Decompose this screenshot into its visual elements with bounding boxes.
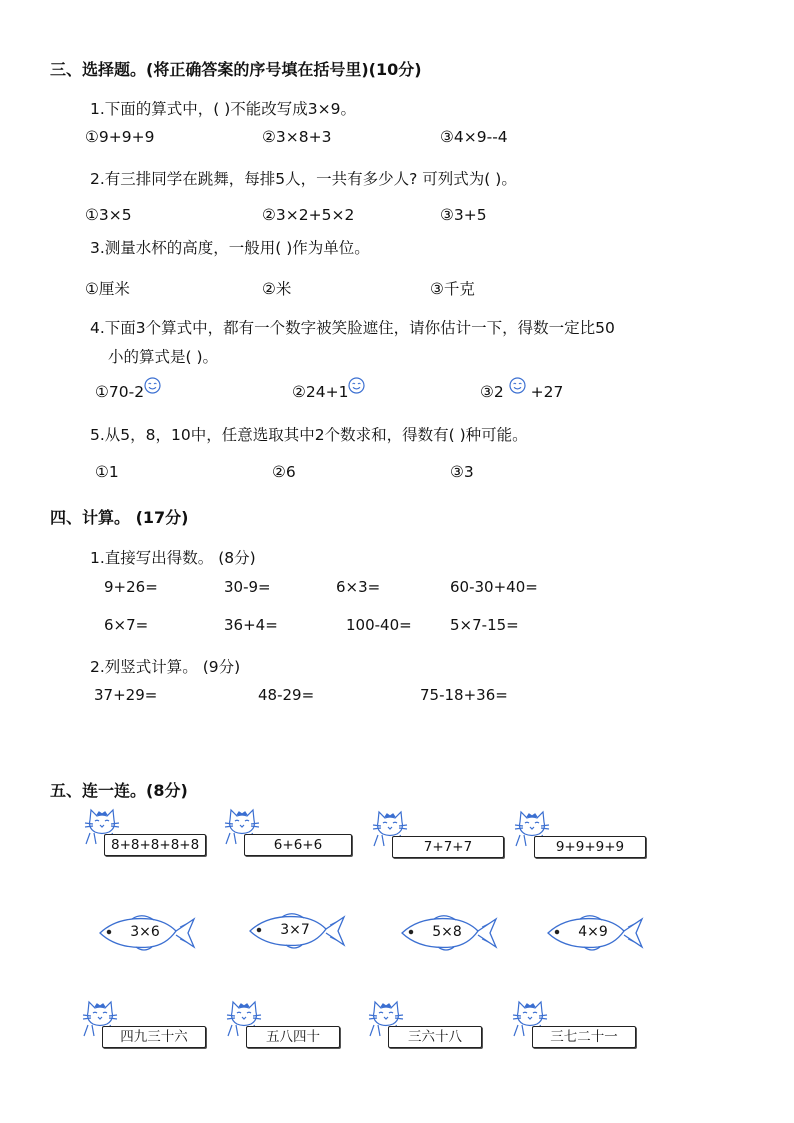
fish-card-4[interactable] [544,913,644,953]
smiley-face-icon [144,377,161,394]
q3-option-3[interactable]: ③千克 [430,280,475,298]
calc-item: 30-9= [224,578,271,596]
calc-item: 6×3= [336,578,381,596]
question-2-text: 2.有三排同学在跳舞，每排5人，一共有多少人? 可列式为( )。 [90,170,517,188]
calc-item: 60-30+40= [450,578,538,596]
top-card-3[interactable] [370,808,500,860]
q1-option-2[interactable]: ②3×8+3 [262,128,332,146]
top-card-2[interactable] [222,806,352,858]
top-card-1[interactable] [82,806,212,858]
q3-option-1[interactable]: ①厘米 [85,280,130,298]
smiley-face-icon [509,377,526,394]
smiley-face-icon [348,377,365,394]
vertical-calc-item: 75-18+36= [420,686,508,704]
section-4-title: 四、计算。 (17分) [50,508,189,527]
vertical-calc-item: 37+29= [94,686,158,704]
card-expression: 6+6+6 [244,834,352,856]
fish-expression: 5×8 [432,924,462,940]
q2-option-3[interactable]: ③3+5 [440,206,487,224]
card-multiplication-rhyme: 三七二十一 [532,1026,636,1048]
card-multiplication-rhyme: 三六十八 [388,1026,482,1048]
section-5-title: 五、连一连。(8分) [50,781,188,800]
fish-expression: 3×7 [280,922,310,938]
question-5-text: 5.从5，8，10中，任意选取其中2个数求和，得数有( )种可能。 [90,426,528,444]
vertical-calc-item: 48-29= [258,686,315,704]
bottom-card-3[interactable] [366,998,496,1050]
fish-expression: 4×9 [578,924,608,940]
fish-card-1[interactable] [96,913,196,953]
fish-expression: 3×6 [130,924,160,940]
card-multiplication-rhyme: 五八四十 [246,1026,340,1048]
calc-item: 9+26= [104,578,158,596]
bottom-card-1[interactable] [80,998,210,1050]
q5-option-3[interactable]: ③3 [450,463,474,481]
card-expression: 9+9+9+9 [534,836,646,858]
bottom-card-4[interactable] [510,998,640,1050]
question-1-text: 1.下面的算式中，( )不能改写成3×9。 [90,100,357,118]
direct-calc-title: 1.直接写出得数。 (8分) [90,549,256,567]
q1-option-3[interactable]: ③4×9--4 [440,128,508,146]
q4-option-3[interactable]: ③2 +27 [480,383,563,401]
calc-item: 6×7= [104,616,149,634]
calc-item: 5×7-15= [450,616,519,634]
question-4-text-line2: 小的算式是( )。 [108,348,219,366]
q1-option-1[interactable]: ①9+9+9 [85,128,155,146]
q2-option-2[interactable]: ②3×2+5×2 [262,206,355,224]
question-3-text: 3.测量水杯的高度，一般用( )作为单位。 [90,239,370,257]
q3-option-2[interactable]: ②米 [262,280,292,298]
fish-card-3[interactable] [398,913,498,953]
q4-option-1[interactable]: ①70-2 [95,383,161,401]
vertical-calc-title: 2.列竖式计算。 (9分) [90,658,241,676]
q2-option-1[interactable]: ①3×5 [85,206,132,224]
calc-item: 100-40= [346,616,412,634]
q5-option-2[interactable]: ②6 [272,463,296,481]
q4-option-2[interactable]: ②24+1 [292,383,365,401]
card-multiplication-rhyme: 四九三十六 [102,1026,206,1048]
q5-option-1[interactable]: ①1 [95,463,119,481]
bottom-card-2[interactable] [224,998,354,1050]
card-expression: 7+7+7 [392,836,504,858]
fish-card-2[interactable] [246,911,346,951]
calc-item: 36+4= [224,616,278,634]
section-3-title: 三、选择题。(将正确答案的序号填在括号里)(10分) [50,60,422,79]
card-expression: 8+8+8+8+8 [104,834,206,856]
question-4-text: 4.下面3个算式中，都有一个数字被笑脸遮住，请你估计一下，得数一定比50 [90,319,615,337]
top-card-4[interactable] [512,808,642,860]
